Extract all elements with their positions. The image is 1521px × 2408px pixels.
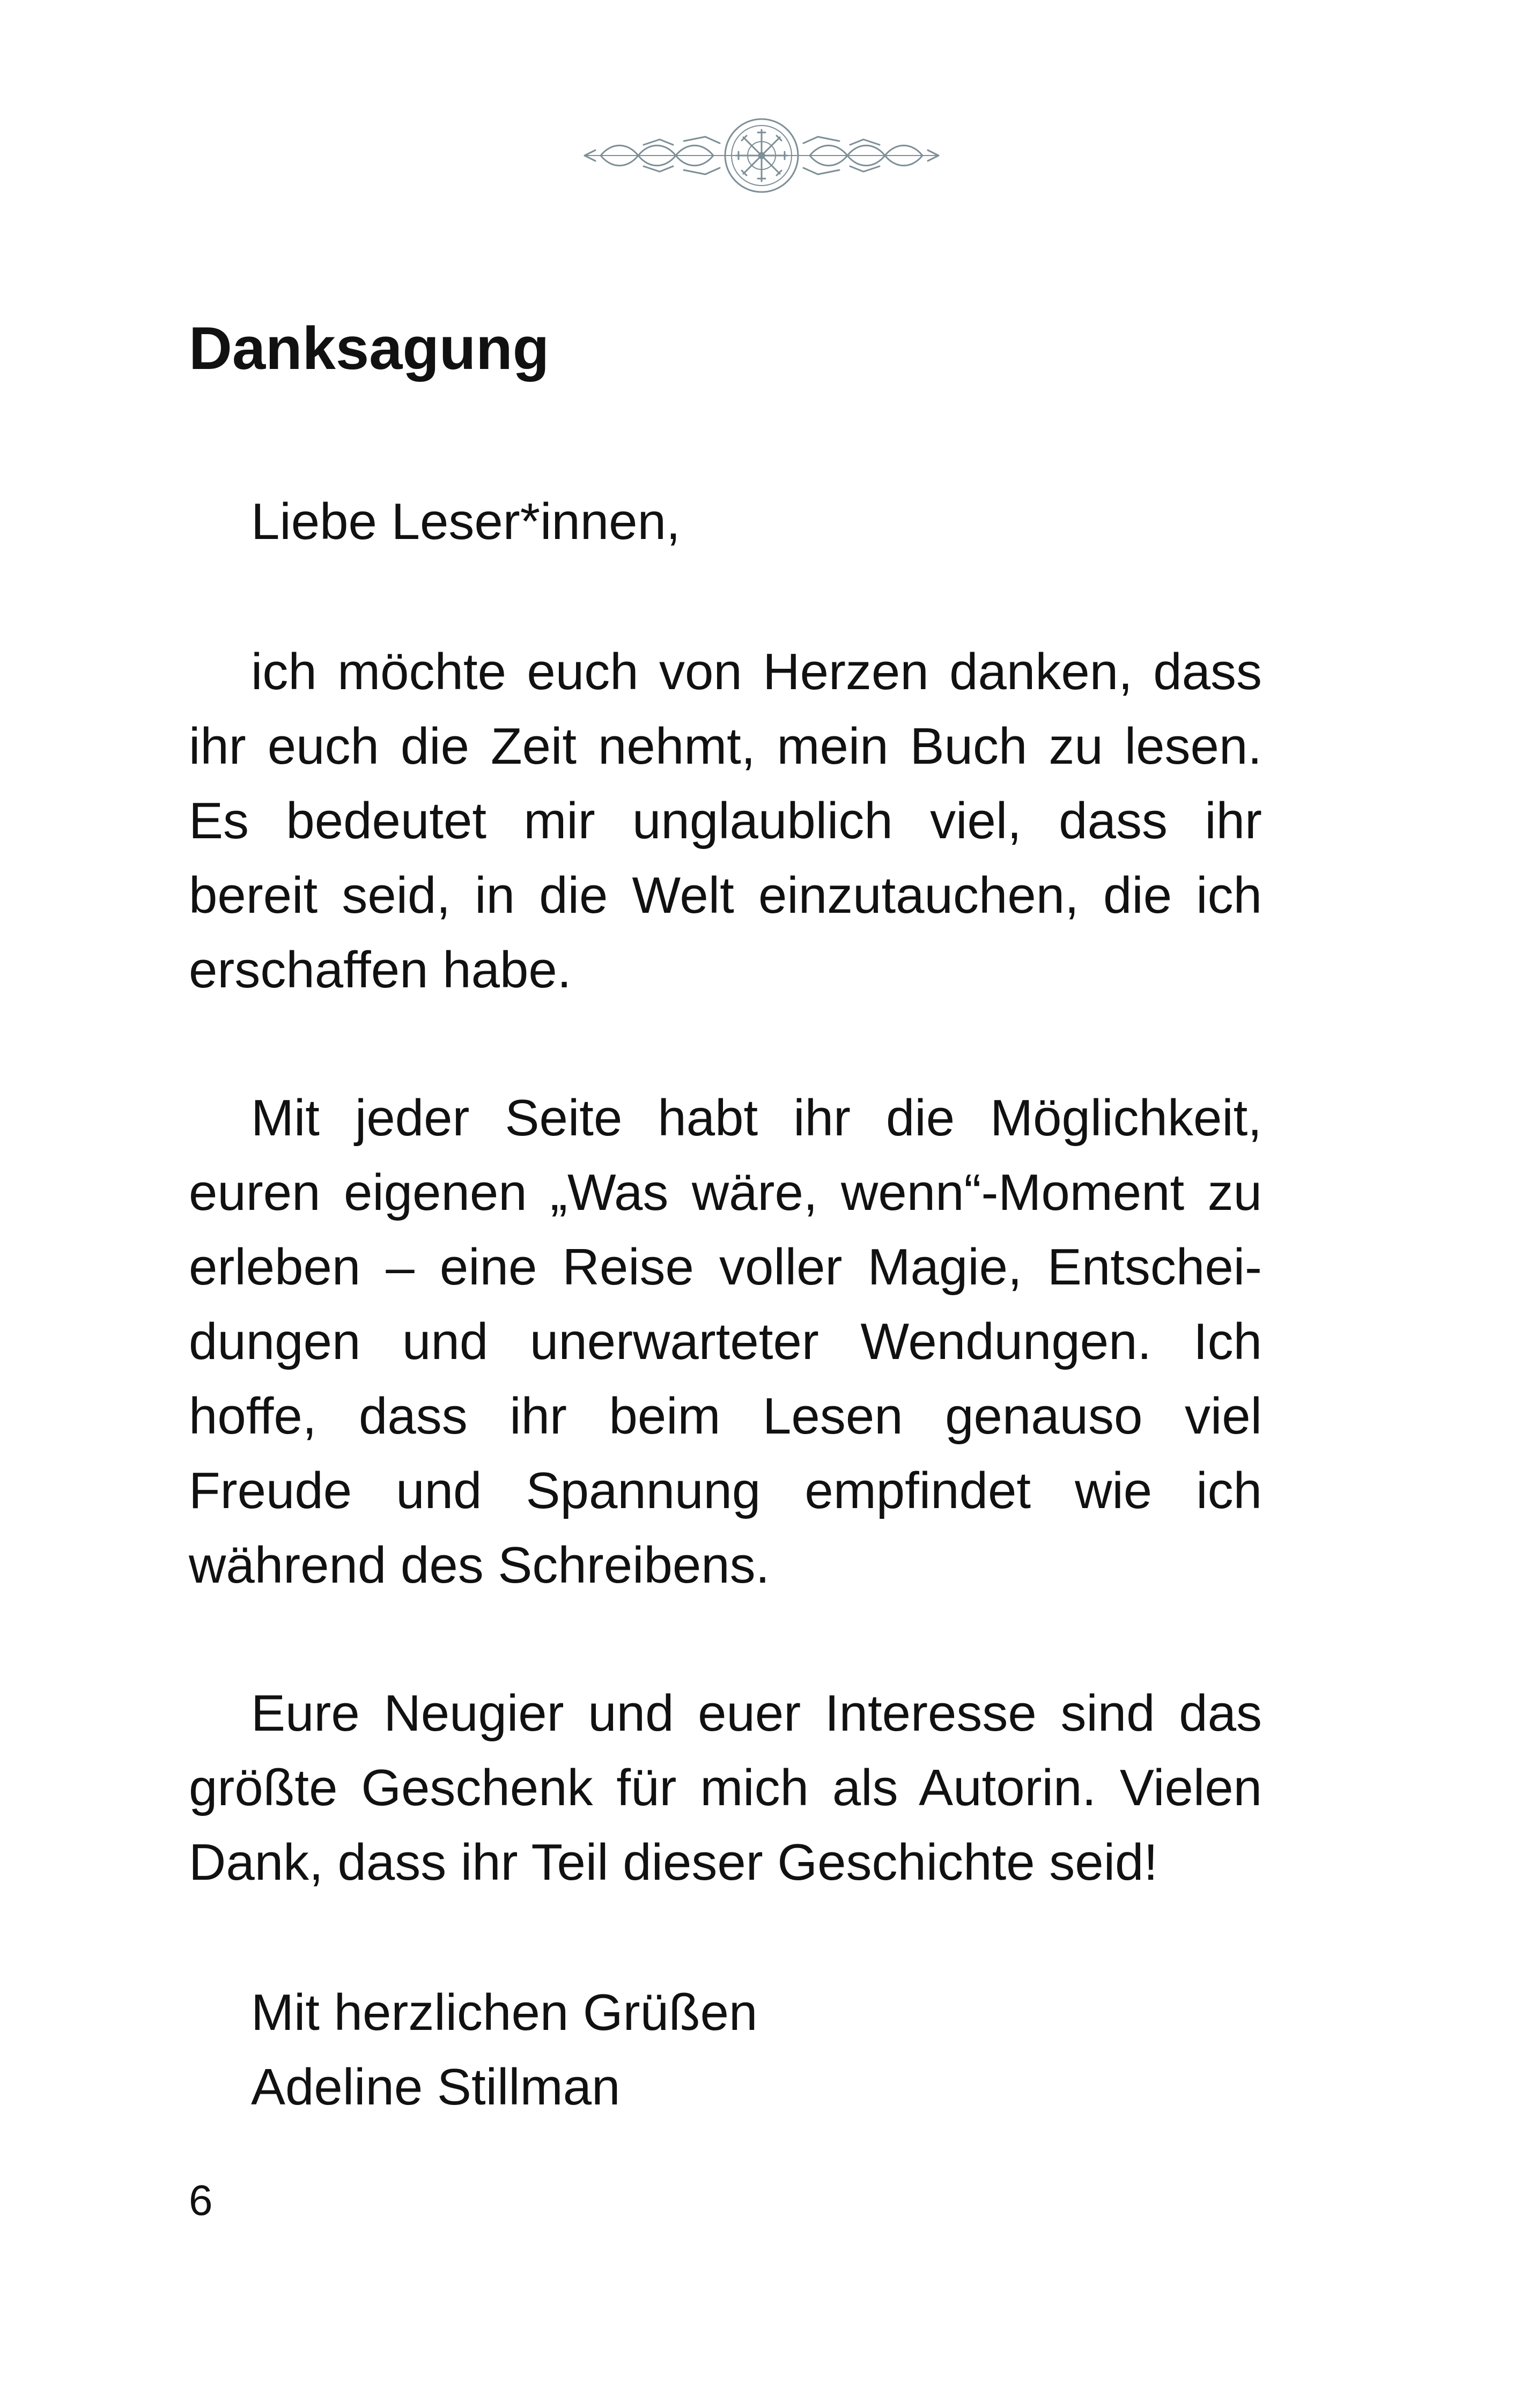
page-number: 6	[189, 2176, 213, 2224]
author-signature: Adeline Stillman	[251, 2058, 621, 2116]
closing-greeting: Mit herzlichen Grüßen	[251, 1984, 758, 2041]
vegvisir-compass-ornament-icon	[579, 115, 944, 196]
paragraph-text: Eure Neugier und euer Interesse sind das größte Geschenk für mich als Autorin. Vielen Dank, dass ihr Teil dieser Geschichte seid!	[189, 1685, 1262, 1891]
paragraph-text: ich möchte euch von Herzen danken, dass ihr euch die Zeit nehmt, mein Buch zu lesen. Es bedeutet mir unglaublich viel, dass ihr bereit seid, in die Welt einzutauchen, die ich erschaffen habe.	[189, 643, 1262, 999]
salutation	[189, 484, 1262, 559]
salutation-text: Liebe Leser*innen,	[251, 493, 681, 550]
page-title: Danksagung	[189, 315, 550, 382]
paragraph-text: Mit jeder Seite habt ihr die Möglichkeit, euren eigenen „Was wäre, wenn“-Moment zu erleben – eine Reise voller Magie, Entscheidungen und unerwarteter Wendungen. Ich hoffe, dass ihr beim Lesen genauso viel Freude und Spannung empfindet wie ich während des Schreibens.	[189, 1089, 1262, 1594]
paragraph	[189, 1081, 1262, 1602]
paragraph	[189, 634, 1262, 1007]
paragraph	[189, 1676, 1262, 1900]
closing	[251, 1975, 757, 2124]
